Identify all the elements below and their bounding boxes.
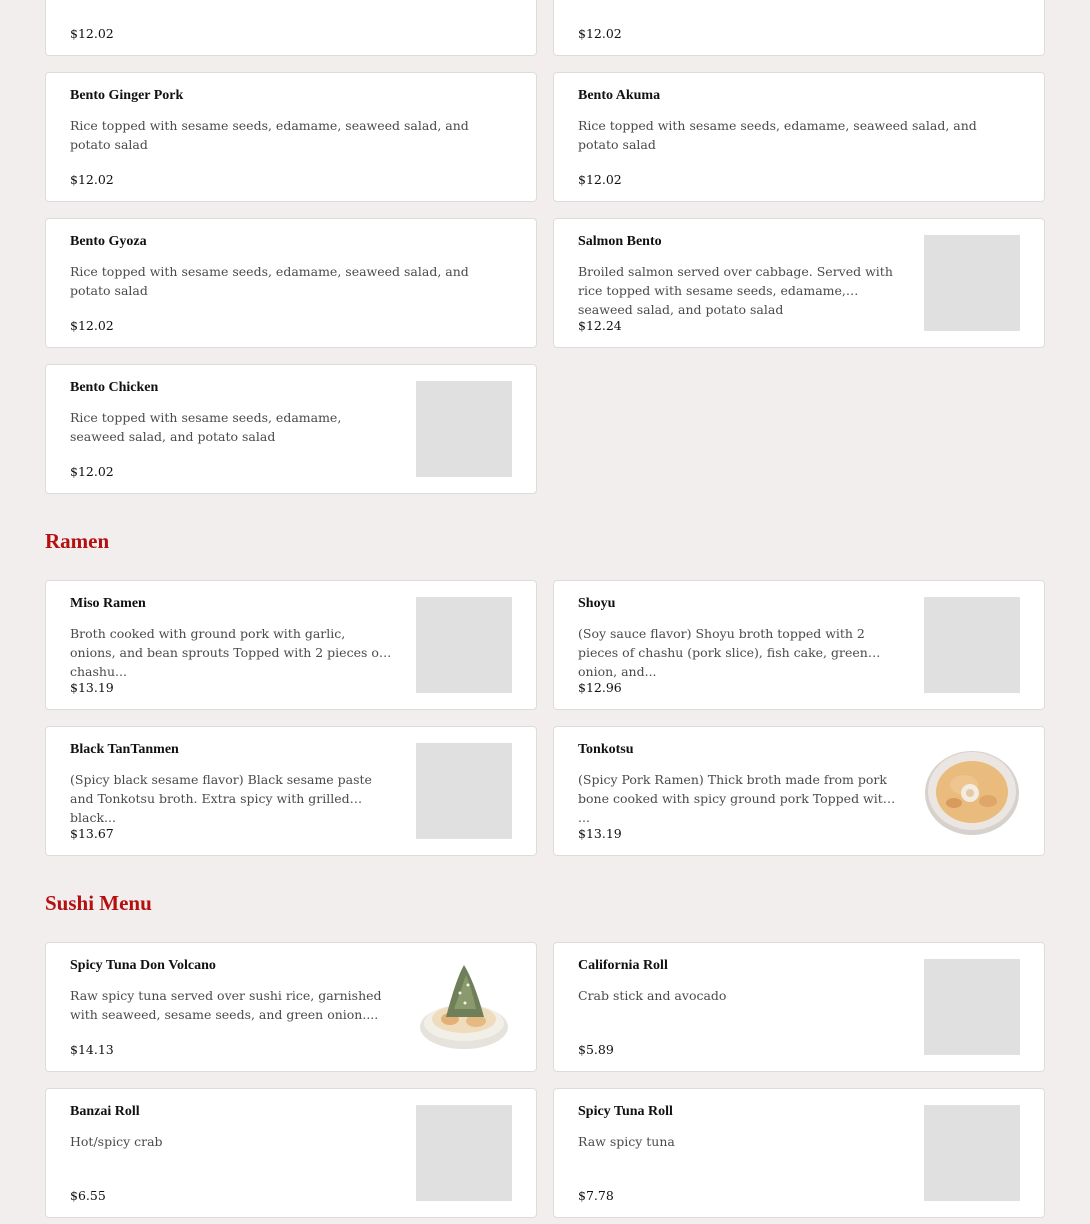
item-name: Miso Ramen (70, 596, 146, 611)
item-price: $12.02 (578, 172, 622, 187)
section-title-ramen: Ramen (45, 529, 110, 553)
menu-item-card[interactable] (45, 942, 537, 1072)
item-price: $5.89 (578, 1042, 614, 1057)
item-price: $13.67 (70, 826, 114, 841)
item-description: Hot/spicy crab (70, 1134, 163, 1149)
menu-item-card[interactable] (45, 726, 537, 856)
item-description: Rice topped with sesame seeds, edamame, seaweed salad, and potato salad (578, 118, 977, 152)
menu-item-card[interactable] (553, 72, 1045, 202)
menu-item-card[interactable] (553, 580, 1045, 710)
item-description: (Soy sauce flavor) Shoyu broth topped with 2 pieces of chashu (pork slice), fish cake, green onion, and... (578, 626, 868, 679)
item-price: $7.78 (578, 1188, 614, 1203)
item-name: Bento Gyoza (70, 234, 147, 249)
item-description: Crab stick and avocado (578, 988, 727, 1003)
item-description: Broiled salmon served over cabbage. Served with rice topped with sesame seeds, edamame, seaweed salad, and potato salad (578, 264, 893, 317)
ramen-bowl-image (924, 743, 1020, 839)
menu-item-card[interactable] (553, 1088, 1045, 1218)
item-name: Bento Ginger Pork (70, 88, 184, 103)
item-image-placeholder (416, 1105, 512, 1201)
item-description: (Spicy Pork Ramen) Thick broth made from pork bone cooked with spicy ground pork Topped with ... (578, 772, 891, 825)
item-name: Spicy Tuna Roll (578, 1104, 673, 1119)
menu-item-card[interactable] (45, 580, 537, 710)
item-image-placeholder (416, 381, 512, 477)
item-price: $6.55 (70, 1188, 106, 1203)
item-description: Broth cooked with ground pork with garlic, onions, and bean sprouts Topped with 2 pieces of chashu... (70, 626, 384, 679)
item-price: $12.02 (70, 464, 114, 479)
item-image-placeholder (924, 597, 1020, 693)
item-name: Black TanTanmen (70, 742, 179, 757)
menu-item-card[interactable] (45, 0, 537, 56)
item-image-placeholder (924, 959, 1020, 1055)
menu-item-card[interactable] (45, 364, 537, 494)
item-name: California Roll (578, 958, 668, 973)
item-name: Banzai Roll (70, 1104, 140, 1119)
item-image-placeholder (924, 235, 1020, 331)
item-description: Raw spicy tuna served over sushi rice, garnished with seaweed, sesame seeds, and green onion.... (70, 988, 382, 1022)
item-image-placeholder (416, 597, 512, 693)
menu-item-card[interactable] (553, 942, 1045, 1072)
item-price: $12.24 (578, 318, 622, 333)
item-description: Raw spicy tuna (578, 1134, 675, 1149)
item-price: $13.19 (70, 680, 114, 695)
item-description: Rice topped with sesame seeds, edamame, seaweed salad, and potato salad (70, 264, 469, 298)
item-name: Spicy Tuna Don Volcano (70, 958, 216, 973)
item-price: $12.96 (578, 680, 622, 695)
item-name: Salmon Bento (578, 234, 662, 249)
item-name: Shoyu (578, 596, 616, 611)
item-image-placeholder (416, 743, 512, 839)
item-description: Rice topped with sesame seeds, edamame, seaweed salad, and potato salad (70, 118, 469, 152)
menu-item-card[interactable] (45, 1088, 537, 1218)
item-description: (Spicy black sesame flavor) Black sesame paste and Tonkotsu broth. Extra spicy with grilled black... (70, 772, 372, 825)
menu-item-card[interactable] (45, 72, 537, 202)
menu-item-card[interactable] (553, 218, 1045, 348)
item-description: Rice topped with sesame seeds, edamame, seaweed salad, and potato salad (70, 410, 342, 444)
item-name: Bento Chicken (70, 380, 159, 395)
item-price: $12.02 (578, 26, 622, 41)
menu-item-card[interactable] (45, 218, 537, 348)
item-price: $12.02 (70, 318, 114, 333)
tuna-don-image (416, 959, 512, 1055)
menu-item-card[interactable] (553, 726, 1045, 856)
item-image-placeholder (924, 1105, 1020, 1201)
item-price: $14.13 (70, 1042, 114, 1057)
item-name: Tonkotsu (578, 742, 634, 757)
item-price: $12.02 (70, 172, 114, 187)
section-title-sushi: Sushi Menu (45, 891, 152, 915)
item-name: Bento Akuma (578, 88, 661, 103)
item-price: $13.19 (578, 826, 622, 841)
item-price: $12.02 (70, 26, 114, 41)
menu-item-card[interactable] (553, 0, 1045, 56)
